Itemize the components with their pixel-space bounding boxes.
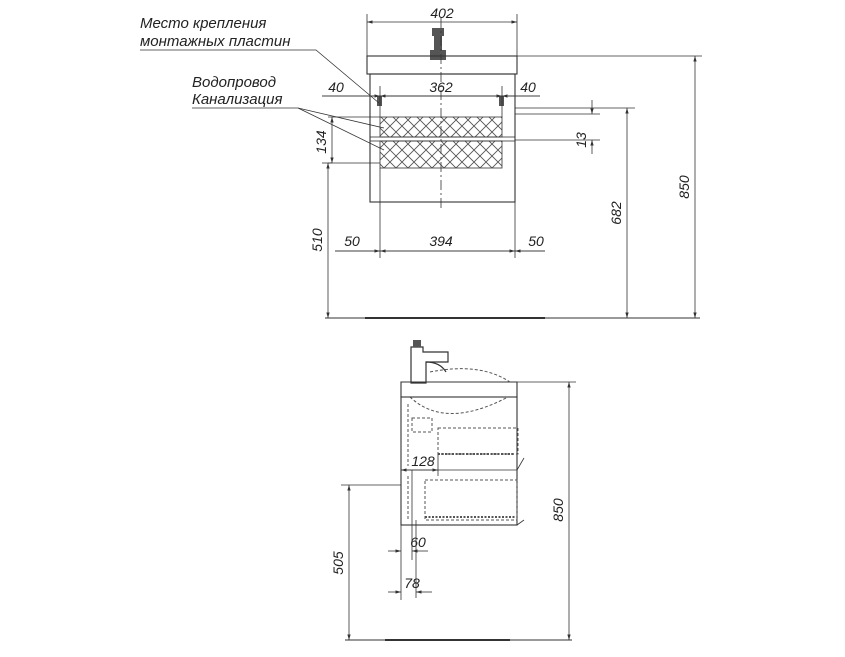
dim-13: 13 [573, 132, 589, 148]
dim-850-front: 850 [676, 175, 692, 199]
upper-drawer [438, 428, 518, 454]
mounting-plate-left [377, 96, 382, 106]
note-plumbing-line2: Канализация [192, 91, 283, 108]
dim-362: 362 [429, 79, 453, 95]
dim-402: 402 [430, 5, 454, 21]
mounting-plate-right [499, 96, 504, 106]
dim-510: 510 [309, 228, 325, 252]
lower-drawer [425, 480, 517, 520]
dim-right-50: 50 [528, 233, 544, 249]
faucet-icon [430, 28, 446, 60]
note-plumbing-line1: Водопровод [192, 74, 277, 91]
dim-60: 60 [410, 534, 426, 550]
side-view [330, 340, 576, 640]
dim-134: 134 [313, 130, 329, 154]
side-basin [401, 382, 517, 397]
dim-505: 505 [330, 551, 346, 575]
front-view [140, 5, 702, 318]
note-mounting-line2: монтажных пластин [140, 33, 291, 50]
note-mounting-line1: Место крепления [140, 15, 267, 32]
dim-78: 78 [404, 575, 420, 591]
dim-left-40: 40 [328, 79, 344, 95]
dim-394: 394 [429, 233, 453, 249]
dim-128: 128 [411, 453, 435, 469]
side-faucet-icon [411, 340, 448, 383]
dim-left-50: 50 [344, 233, 360, 249]
dim-right-40: 40 [520, 79, 536, 95]
dim-850-side: 850 [550, 498, 566, 522]
dim-682: 682 [608, 201, 624, 225]
